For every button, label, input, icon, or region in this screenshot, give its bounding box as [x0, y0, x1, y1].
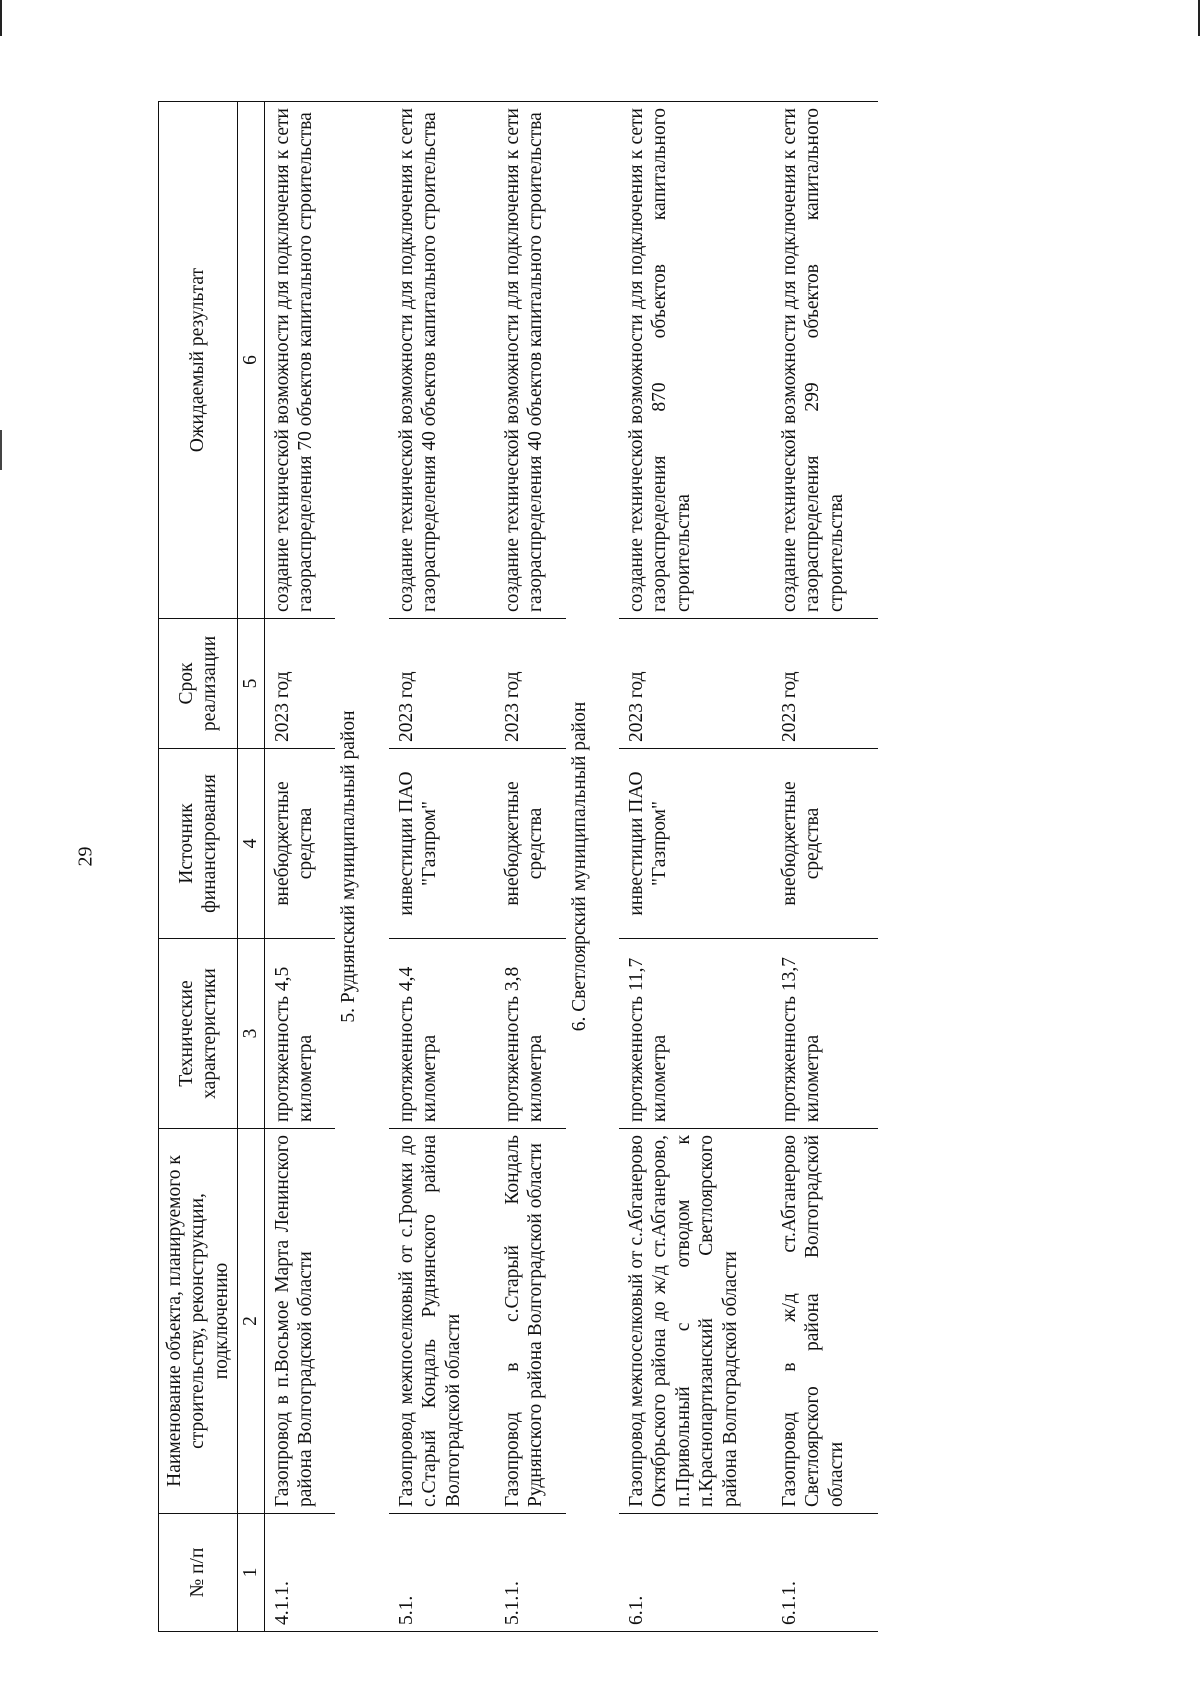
- technical-characteristics: протяженность 13,7 километра: [772, 939, 878, 1129]
- column-number: 4: [238, 749, 264, 939]
- rotated-page-content: [158, 102, 1096, 1632]
- expected-result: создание технической возможности для подключения к сети газораспределения 40 объектов капитального строительства: [495, 102, 566, 619]
- header-funding-source: Источник финансирования: [159, 749, 238, 939]
- district-heading-row: [566, 102, 619, 1632]
- gas-pipeline-table: [158, 101, 878, 1632]
- funding-source: внебюджетные средства: [495, 749, 566, 939]
- object-name: Газопровод в п.Восьмое Марта Ленинского района Волгоградской области: [264, 1129, 335, 1514]
- header-term: Срок реализации: [159, 619, 238, 749]
- implementation-term: 2023 год: [495, 619, 566, 749]
- table-row: [495, 102, 566, 1632]
- expected-result: создание технической возможности для подключения к сети газораспределения 299 объектов капитального строительства: [772, 102, 878, 619]
- funding-source: инвестиции ПАО "Газпром": [619, 749, 772, 939]
- table-row: [619, 102, 772, 1632]
- header-number: № п/п: [159, 1514, 238, 1632]
- district-heading: 6. Светлоярский муниципальный район: [566, 102, 619, 1632]
- row-number: 5.1.: [389, 1514, 495, 1632]
- expected-result: создание технической возможности для подключения к сети газораспределения 70 объектов капитального строительства: [264, 102, 335, 619]
- funding-source: внебюджетные средства: [264, 749, 335, 939]
- column-number: 1: [238, 1514, 264, 1632]
- table-row: [389, 102, 495, 1632]
- column-number: 3: [238, 939, 264, 1129]
- object-name: Газопровод межпоселковый от с.Громки до с.Старый Кондаль Руднянского района Волгоградской области: [389, 1129, 495, 1514]
- row-number: 4.1.1.: [264, 1514, 335, 1632]
- row-number: 6.1.: [619, 1514, 772, 1632]
- object-name: Газопровод в ж/д ст.Абганерово Светлоярского района Волгоградской области: [772, 1129, 878, 1514]
- technical-characteristics: протяженность 4,5 километра: [264, 939, 335, 1129]
- district-heading: 5. Руднянский муниципальный район: [335, 102, 388, 1632]
- district-heading-row: [335, 102, 388, 1632]
- column-number: 6: [238, 102, 264, 619]
- implementation-term: 2023 год: [619, 619, 772, 749]
- object-name: Газопровод в с.Старый Кондаль Руднянского района Волгоградской области: [495, 1129, 566, 1514]
- header-object-name: Наименование объекта, планируемого к строительству, реконструкции, подключению: [159, 1129, 238, 1514]
- header-technical: Технические характеристики: [159, 939, 238, 1129]
- column-number: 2: [238, 1129, 264, 1514]
- table-header-row: [159, 102, 238, 1632]
- implementation-term: 2023 год: [389, 619, 495, 749]
- technical-characteristics: протяженность 4,4 километра: [389, 939, 495, 1129]
- column-number: 5: [238, 619, 264, 749]
- scan-edge-mark: [0, 430, 2, 470]
- implementation-term: 2023 год: [264, 619, 335, 749]
- object-name: Газопровод межпоселковый от с.Абганерово Октябрьского района до ж/д ст.Абганерово, п.Привольный с отводом к п.Краснопартизанский Светлоярского района Волгоградской области: [619, 1129, 772, 1514]
- funding-source: инвестиции ПАО "Газпром": [389, 749, 495, 939]
- technical-characteristics: протяженность 11,7 километра: [619, 939, 772, 1129]
- technical-characteristics: протяженность 3,8 километра: [495, 939, 566, 1129]
- table-row: [264, 102, 335, 1632]
- expected-result: создание технической возможности для подключения к сети газораспределения 870 объектов капитального строительства: [619, 102, 772, 619]
- table-column-numbers-row: [238, 102, 264, 1632]
- page-number: 29: [74, 846, 97, 867]
- header-expected-result: Ожидаемый результат: [159, 102, 238, 619]
- implementation-term: 2023 год: [772, 619, 878, 749]
- row-number: 5.1.1.: [495, 1514, 566, 1632]
- scan-edge-mark: [0, 0, 2, 36]
- expected-result: создание технической возможности для подключения к сети газораспределения 40 объектов капитального строительства: [389, 102, 495, 619]
- funding-source: внебюджетные средства: [772, 749, 878, 939]
- table-row: [772, 102, 878, 1632]
- row-number: 6.1.1.: [772, 1514, 878, 1632]
